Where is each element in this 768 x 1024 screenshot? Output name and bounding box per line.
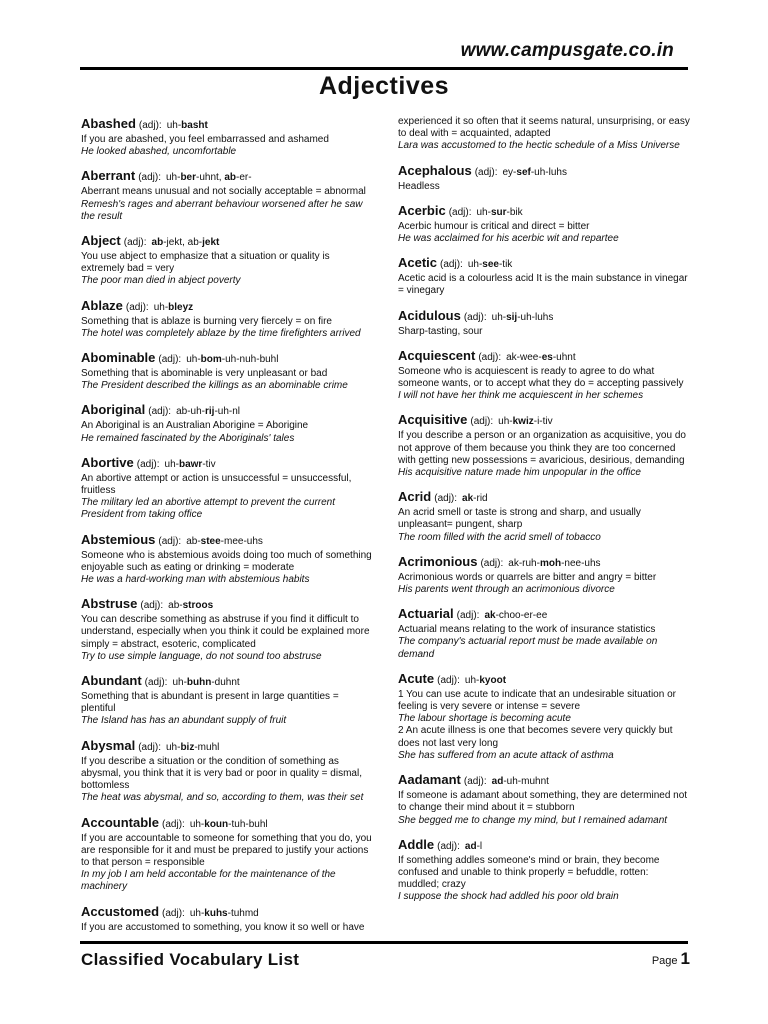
entry-headword-line	[81, 116, 373, 133]
pronunciation-part: es	[541, 351, 553, 363]
pronunciation-part: buhn	[186, 677, 212, 689]
entry-headword-line	[81, 738, 373, 755]
pronunciation-part: ak	[484, 610, 496, 622]
example-sentence: The Island has has an abundant supply of fruit	[81, 715, 287, 727]
example-sentence: He looked abashed, uncomfortable	[81, 146, 237, 158]
vocab-entry	[81, 402, 373, 444]
pronunciation	[462, 493, 488, 504]
part-of-speech: (adj):	[125, 301, 149, 313]
pronunciation-part: uh-	[491, 311, 507, 323]
part-of-speech: (adj):	[448, 206, 472, 218]
part-of-speech: (adj):	[480, 557, 504, 569]
part-of-speech: (adj):	[478, 351, 502, 363]
pronunciation-part: uh-	[172, 677, 187, 689]
part-of-speech: (adj):	[440, 259, 463, 271]
vocab-entry	[81, 815, 373, 894]
definition: Actuarial means relating to the work of insurance statistics	[398, 624, 656, 636]
headword: Addle	[398, 836, 435, 852]
pronunciation	[165, 459, 216, 470]
pronunciation-part: ab-	[186, 535, 201, 547]
entry-headword-line	[81, 233, 373, 250]
pronunciation-part: moh	[539, 557, 562, 569]
pronunciation	[484, 610, 547, 621]
pronunciation	[508, 558, 600, 569]
example-sentence: The labour shortage is becoming acute	[398, 713, 571, 725]
pronunciation-part: see	[482, 259, 499, 271]
pronunciation-part: uh-	[153, 301, 169, 313]
headword: Ablaze	[81, 297, 123, 313]
footer-title: Classified Vocabulary List	[81, 950, 300, 969]
entry-headword-line	[81, 350, 373, 367]
vocab-entry	[398, 348, 690, 403]
pronunciation-part: bawr	[178, 458, 203, 470]
vocab-entry	[398, 671, 690, 762]
pronunciation	[190, 819, 268, 830]
pronunciation	[477, 207, 523, 218]
pronunciation	[168, 600, 213, 611]
pronunciation-part: -nee-uhs	[561, 557, 601, 569]
vocab-entry	[398, 308, 690, 338]
definition: 1 You can use acute to indicate that an undesirable situation or feeling is very severe or intense = severe	[398, 688, 676, 713]
example-sentence: He was a hard-working man with abstemious habits	[81, 574, 310, 586]
pronunciation	[154, 302, 193, 313]
definition: Something that is ablaze is burning very fiercely = on fire	[81, 315, 332, 327]
pronunciation	[186, 536, 263, 547]
part-of-speech: (adj):	[138, 120, 162, 131]
part-of-speech: (adj):	[140, 600, 164, 612]
pronunciation	[166, 172, 252, 183]
vocab-entry	[398, 116, 690, 153]
definition: Sharp-tasting, sour	[398, 325, 483, 337]
entry-headword-line	[398, 308, 690, 325]
headword: Acquiescent	[398, 347, 476, 363]
pronunciation	[506, 352, 576, 363]
headword: Aberrant	[81, 168, 136, 184]
vocab-entry	[398, 412, 690, 479]
pronunciation-part: kuhs	[204, 907, 228, 919]
example-sentence: His acquisitive nature made him unpopular in the office	[398, 467, 641, 479]
pronunciation-part: biz	[180, 741, 195, 753]
pronunciation-part: -duhnt	[211, 677, 240, 689]
pronunciation-part: ab-uh-	[176, 406, 205, 418]
top-rule	[80, 67, 688, 70]
headword: Acephalous	[398, 162, 472, 178]
pronunciation-part: -uh-nl	[214, 406, 241, 418]
pronunciation	[502, 167, 567, 178]
entry-headword-line	[398, 837, 690, 854]
example-sentence: The hotel was completely ablaze by the time firefighters arrived	[81, 327, 361, 339]
definition: Something that is abominable is very unpleasant or bad	[81, 368, 328, 380]
pronunciation-part: -rid	[473, 493, 488, 505]
part-of-speech: (adj):	[437, 674, 460, 686]
headword: Acquisitive	[398, 412, 468, 428]
headword: Acidulous	[398, 307, 461, 323]
definition: experienced it so often that it seems natural, unsurprising, or easy to deal with = acquainted, adapted	[398, 116, 690, 140]
pronunciation-part: -uh-nuh-buhl	[221, 354, 279, 366]
headword: Acrimonious	[398, 553, 478, 569]
pronunciation-part: kwiz	[512, 416, 534, 428]
pronunciation-part: sij	[506, 311, 518, 323]
pronunciation-part: -tik	[498, 259, 513, 271]
vocab-entry	[398, 772, 690, 827]
example-sentence: Lara was accustomed to the hectic schedule of a Miss Universe	[398, 140, 680, 152]
entry-headword-line	[81, 455, 373, 472]
pronunciation-part: -uh-luhs	[517, 311, 554, 323]
pronunciation-part: ber	[180, 172, 196, 184]
vocab-entry	[81, 116, 373, 158]
entry-headword-line	[398, 489, 690, 506]
headword: Accustomed	[81, 903, 160, 919]
pronunciation-part: basht	[181, 120, 208, 131]
pronunciation-part: jekt	[202, 237, 220, 249]
definition: Acetic acid is a colourless acid It is the main substance in vinegar = vinegary	[398, 273, 688, 297]
example-sentence: In my job I am held accontable for the maintenance of the machinery	[81, 869, 336, 893]
entry-headword-line	[398, 554, 690, 571]
definition: If you are accountable to someone for something that you do, you are responsible for it and must be prepared to justify your actions to that person = responsible	[81, 832, 372, 868]
pronunciation-part: bleyz	[168, 301, 194, 313]
part-of-speech: (adj):	[158, 354, 182, 366]
pronunciation-part: ak-wee-	[506, 351, 542, 363]
example-sentence: She begged me to change my mind, but I remained adamant	[398, 814, 668, 826]
pronunciation-part: uh-	[164, 458, 179, 470]
pronunciation-part: rij	[204, 406, 215, 418]
headword: Accountable	[81, 814, 160, 830]
headword: Acetic	[398, 255, 438, 271]
entry-headword-line	[398, 671, 690, 688]
part-of-speech: (adj):	[434, 493, 458, 505]
pronunciation-part: -bik	[506, 206, 523, 218]
definition: Acrimonious words or quarrels are bitter and angry = bitter	[398, 571, 657, 583]
pronunciation-part: ak	[462, 493, 474, 505]
definition: Acerbic humour is critical and direct = bitter	[398, 220, 590, 232]
entry-headword-line	[398, 606, 690, 623]
vocab-entry	[81, 350, 373, 392]
pronunciation-part: -choo-er-ee	[495, 610, 548, 622]
vocab-entry	[81, 298, 373, 340]
pronunciation-part: ab-	[168, 600, 183, 612]
vocab-entry	[398, 203, 690, 245]
example-sentence: The military led an abortive attempt to prevent the current President from taking office	[81, 497, 336, 521]
headword: Aadamant	[398, 772, 461, 788]
definition: If you describe a person or an organization as acquisitive, you do not approve of them because you think they are too concerned with getting new possessions = avaricious, desirious, demanding	[398, 430, 686, 466]
pronunciation-part: bom	[200, 354, 222, 366]
headword: Abstruse	[81, 596, 138, 612]
pronunciation-part: stroos	[182, 600, 214, 612]
example-sentence: The President described the killings as an abominable crime	[81, 380, 348, 392]
vocab-entry	[81, 673, 373, 728]
definition: Someone who is abstemious avoids doing too much of something enjoyable such as eating or drinking = moderate	[81, 549, 372, 573]
pronunciation-part: kyoot	[479, 674, 507, 686]
entry-headword-line	[81, 596, 373, 613]
definition: Aberrant means unusual and not socially acceptable = abnormal	[81, 186, 366, 198]
pronunciation	[172, 677, 239, 688]
pronunciation-part: -uhnt,	[196, 172, 225, 184]
example-sentence: Remesh's rages and aberrant behaviour worsened after he saw the result	[81, 198, 363, 222]
pronunciation-part: -tiv	[202, 458, 216, 470]
entry-headword-line	[81, 532, 373, 549]
example-sentence: He was acclaimed for his acerbic wit and repartee	[398, 233, 619, 245]
pronunciation-part: -muhl	[194, 741, 220, 753]
pronunciation-part: -uh-muhnt	[503, 776, 549, 788]
entry-headword-line	[398, 255, 690, 272]
vocab-entry	[398, 489, 690, 544]
headword: Acerbic	[398, 202, 446, 218]
entry-headword-line	[81, 402, 373, 419]
part-of-speech: (adj):	[138, 172, 161, 184]
pronunciation	[498, 416, 552, 427]
definition: If something addles someone's mind or brain, they become confused and unable to think properly = befuddle, rotten: muddled; crazy	[398, 854, 660, 891]
pronunciation-part: ad	[464, 840, 477, 852]
pronunciation-part: -i-tiv	[533, 416, 553, 428]
definition: Someone who is acquiescent is ready to agree to do what someone wants, or to accept what they do = accepting passively	[398, 365, 684, 390]
vocab-entry	[398, 837, 690, 904]
definition: An Aboriginal is an Australian Aborigine = Aborigine	[81, 420, 309, 432]
part-of-speech: (adj):	[470, 416, 494, 428]
entry-headword-line	[81, 298, 373, 315]
pronunciation	[465, 675, 506, 686]
pronunciation-part: -uhnt	[552, 351, 576, 363]
example-sentence: His parents went through an acrimonious divorce	[398, 584, 615, 596]
part-of-speech: (adj):	[463, 776, 487, 788]
pronunciation-part: uh-	[498, 416, 513, 428]
pronunciation-part: ad	[491, 776, 504, 788]
example-sentence: The heat was abysmal, and so, according to them, was their set	[81, 792, 364, 804]
pronunciation-part: uh-	[165, 172, 181, 184]
part-of-speech: (adj):	[437, 840, 460, 852]
example-sentence: The poor man died in abject poverty	[81, 275, 241, 287]
pronunciation-part: uh-	[186, 354, 201, 366]
example-sentence: I will not have her think me acquiescent in her schemes	[398, 390, 644, 402]
pronunciation-part: uh-	[464, 674, 480, 686]
vocab-entry	[81, 738, 373, 805]
example-sentence: I suppose the shock had addled his poor old brain	[398, 891, 619, 903]
vocab-entry	[398, 163, 690, 193]
pronunciation-part: sef	[516, 166, 531, 178]
part-of-speech: (adj):	[158, 535, 182, 547]
page-number	[652, 949, 690, 969]
definition: 2 An acute illness is one that becomes severe very quickly but does not last very long	[398, 725, 673, 749]
headword: Actuarial	[398, 606, 454, 622]
definition: You can describe something as abstruse if you find it difficult to understand, especially when you think it could be explained more simply = abstract, esoteric, complicated	[81, 614, 370, 650]
definition: If someone is adamant about something, they are determined not to change their mind about it = stubborn	[398, 790, 688, 814]
headword: Abortive	[81, 454, 134, 470]
pronunciation	[166, 742, 219, 753]
definition: If you are accustomed to something, you know it so well or have	[81, 921, 365, 933]
pronunciation	[167, 120, 208, 131]
headword: Abject	[81, 233, 121, 249]
vocab-entry	[398, 554, 690, 596]
pronunciation	[492, 312, 554, 323]
vocab-entry	[81, 596, 373, 663]
example-sentence: He remained fascinated by the Aboriginals' tales	[81, 432, 295, 444]
entry-headword-line	[81, 168, 373, 185]
headword: Abashed	[81, 116, 136, 131]
pronunciation	[190, 908, 259, 919]
pronunciation	[468, 259, 512, 270]
entry-headword-line	[81, 673, 373, 690]
vocab-entry	[81, 455, 373, 522]
bottom-rule	[80, 941, 688, 944]
part-of-speech: (adj):	[474, 166, 498, 178]
pronunciation-part: ey-	[502, 166, 517, 178]
pronunciation-part: -er-	[236, 172, 252, 184]
pronunciation-part: uh-	[189, 818, 205, 830]
headword: Abysmal	[81, 737, 136, 753]
pronunciation-part: -jekt, ab-	[163, 237, 203, 249]
pronunciation-part: koun	[204, 818, 229, 830]
part-of-speech: (adj):	[144, 677, 168, 689]
entry-headword-line	[398, 163, 690, 180]
site-url[interactable]: www.campusgate.co.in	[460, 40, 674, 61]
pronunciation	[492, 776, 549, 787]
pronunciation	[176, 406, 240, 417]
pronunciation	[465, 841, 482, 852]
headword: Abominable	[81, 350, 156, 366]
pronunciation	[152, 237, 220, 248]
part-of-speech: (adj):	[463, 311, 487, 323]
part-of-speech: (adj):	[136, 458, 160, 470]
page-label: Page	[651, 955, 678, 967]
vocab-entry	[81, 904, 373, 934]
example-sentence: Try to use simple language, do not sound too abstruse	[81, 650, 322, 662]
page-title: Adjectives	[318, 72, 450, 100]
headword: Acrid	[398, 489, 432, 505]
headword: Acute	[398, 670, 435, 686]
example-sentence: She has suffered from an acute attack of asthma	[398, 749, 614, 761]
definition: An acrid smell or taste is strong and sharp, and usually unpleasant= pungent, sharp	[398, 507, 641, 531]
definition: If you describe a situation or the condition of something as abysmal, you think that it is very bad or poor in quality = dismal, bottomless	[81, 755, 362, 792]
pronunciation-part: uh-	[166, 120, 182, 131]
vocab-entry	[81, 233, 373, 288]
vocab-entry	[81, 532, 373, 587]
page-number-value: 1	[680, 949, 690, 968]
pronunciation-part: stee	[200, 535, 221, 547]
example-sentence: The company's actuarial report must be made available on demand	[398, 636, 658, 660]
entry-headword-line	[398, 772, 690, 789]
vocab-entry	[398, 255, 690, 297]
headword: Abundant	[81, 673, 142, 689]
pronunciation	[186, 354, 278, 365]
definition: If you are abashed, you feel embarrassed and ashamed	[81, 134, 329, 145]
definition: An abortive attempt or action is unsuccessful = unsuccessful, fruitless	[81, 472, 352, 497]
vocab-entry	[398, 606, 690, 661]
definition: Something that is abundant is present in large quantities = plentiful	[81, 691, 339, 715]
pronunciation-part: -uh-luhs	[530, 166, 567, 178]
pronunciation-part: ab	[224, 172, 237, 184]
pronunciation-part: ab	[151, 237, 164, 249]
headword: Abstemious	[81, 531, 156, 547]
entry-headword-line	[81, 904, 373, 921]
part-of-speech: (adj):	[138, 741, 161, 753]
entry-headword-line	[398, 348, 690, 365]
pronunciation-part: ak-ruh-	[508, 557, 540, 569]
entry-headword-line	[398, 412, 690, 429]
definition: You use abject to emphasize that a situation or quality is extremely bad = very	[81, 251, 330, 275]
part-of-speech: (adj):	[162, 907, 185, 919]
part-of-speech: (adj):	[123, 237, 147, 249]
part-of-speech: (adj):	[456, 610, 480, 622]
pronunciation-part: sur	[490, 206, 507, 218]
pronunciation-part: -tuhmd	[227, 907, 259, 919]
pronunciation-part: uh-	[476, 206, 491, 218]
entry-headword-line	[398, 203, 690, 220]
entry-headword-line	[81, 815, 373, 832]
example-sentence: The room filled with the acrid smell of tobacco	[398, 531, 601, 543]
right-column	[398, 116, 690, 914]
part-of-speech: (adj):	[162, 818, 185, 830]
pronunciation-part: uh-	[467, 259, 483, 271]
pronunciation-part: -mee-uhs	[220, 535, 263, 547]
part-of-speech: (adj):	[148, 406, 172, 418]
pronunciation-part: uh-	[189, 907, 205, 919]
pronunciation-part: -l	[476, 840, 483, 852]
headword: Aboriginal	[81, 402, 146, 418]
pronunciation-part: uh-	[166, 741, 181, 753]
definition: Headless	[398, 180, 440, 192]
left-column	[81, 116, 373, 944]
vocab-entry	[81, 168, 373, 223]
pronunciation-part: -tuh-buhl	[228, 818, 268, 830]
